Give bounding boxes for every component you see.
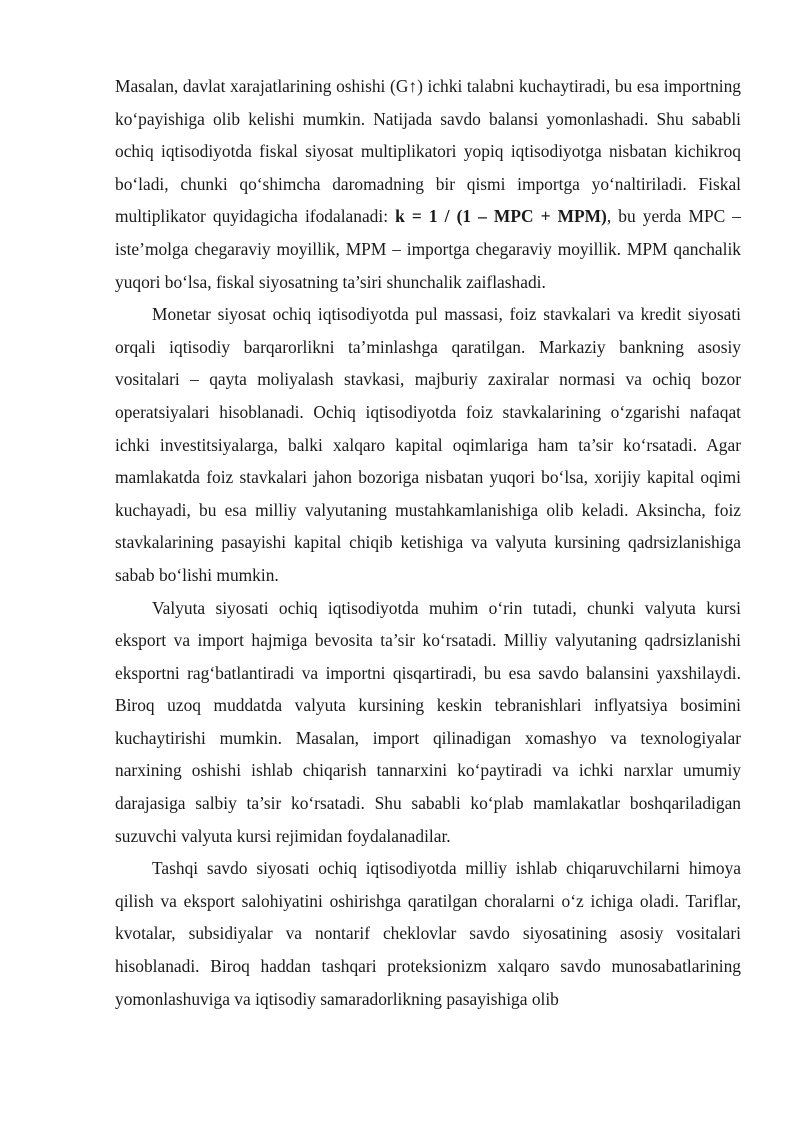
paragraph-text: Masalan, davlat xarajatlarining oshishi (G↑) ichki talabni kuchaytiradi, bu esa importning ko‘payishiga olib kelishi mumkin. Natijada savdo balansi yomonlashadi. Shu sababli ochiq iqtisodiyotda fiskal siyosat multiplikatori yopiq iqtisodiyotga nisbatan kichikroq bo‘ladi, chunki qo‘shimcha daromadning bir qismi importga yo‘naltiriladi. Fiskal multiplikator quyidagicha ifodalanadi: bbox=[115, 76, 741, 227]
paragraph-currency-policy: Valyuta siyosati ochiq iqtisodiyotda muhim o‘rin tutadi, chunki valyuta kursi eksport va import hajmiga bevosita ta’sir ko‘rsatadi. Milliy valyutaning qadrsizlanishi eksportni rag‘batlantiradi va importni qisqartiradi, bu esa savdo balansini yaxshilaydi. Biroq uzoq muddatda valyuta kursining keskin tebranishlari inflyatsiya bosimini kuchaytirishi mumkin. Masalan, import qilinadigan xomashyo va texnologiyalar narxining oshishi ishlab chiqarish tannarxini ko‘paytiradi va ichki narxlar umumiy darajasiga salbiy ta’sir ko‘rsatadi. Shu sababli ko‘plab mamlakatlar boshqariladigan suzuvchi valyuta kursi rejimidan foydalanadilar. bbox=[115, 597, 741, 846]
paragraph-trade-policy: Tashqi savdo siyosati ochiq iqtisodiyotda milliy ishlab chiqaruvchilarni himoya qilish va eksport salohiyatini oshirishga qaratilgan choralarni o‘z ichiga oladi. Tariflar, kvotalar, subsidiyalar va nontarif cheklovlar savdo siyosatining asosiy vositalari hisoblanadi. Biroq haddan tashqari proteksionizm xalqaro savdo munosabatlarining yomonlashuviga va iqtisodiy samaradorlikning pasayishiga olib bbox=[115, 858, 741, 1009]
paragraph-monetary-policy: Monetar siyosat ochiq iqtisodiyotda pul massasi, foiz stavkalari va kredit siyosati orqali iqtisodiy barqarorlikni ta’minlashga qaratilgan. Markaziy bankning asosiy vositalari – qayta moliyalash stavkasi, majburiy zaxiralar normasi va ochiq bozor operatsiyalari hisoblanadi. Ochiq iqtisodiyotda foiz stavkalarining o‘zgarishi nafaqat ichki investitsiyalarga, balki xalqaro kapital oqimlariga ham ta’sir ko‘rsatadi. Agar mamlakatda foiz stavkalari jahon bozoriga nisbatan yuqori bo‘lsa, xorijiy kapital oqimi kuchayadi, bu esa milliy valyutaning mustahkamlanishiga olib keladi. Aksincha, foiz stavkalarining pasayishi kapital chiqib ketishiga va valyuta kursining qadrsizlanishiga sabab bo‘lishi mumkin. bbox=[115, 304, 741, 585]
document-page bbox=[115, 70, 741, 1015]
paragraph-fiscal-multiplier bbox=[115, 70, 741, 298]
multiplier-formula: k = 1 / (1 – MPC + MPM) bbox=[395, 206, 607, 227]
paragraph-text: , bu yerda MPC – iste’molga chegaraviy moyillik, MPM – importga chegaraviy moyillik. MPM qanchalik yuqori bo‘lsa, fiskal siyosatning ta’siri shunchalik zaiflashadi. bbox=[115, 206, 741, 292]
